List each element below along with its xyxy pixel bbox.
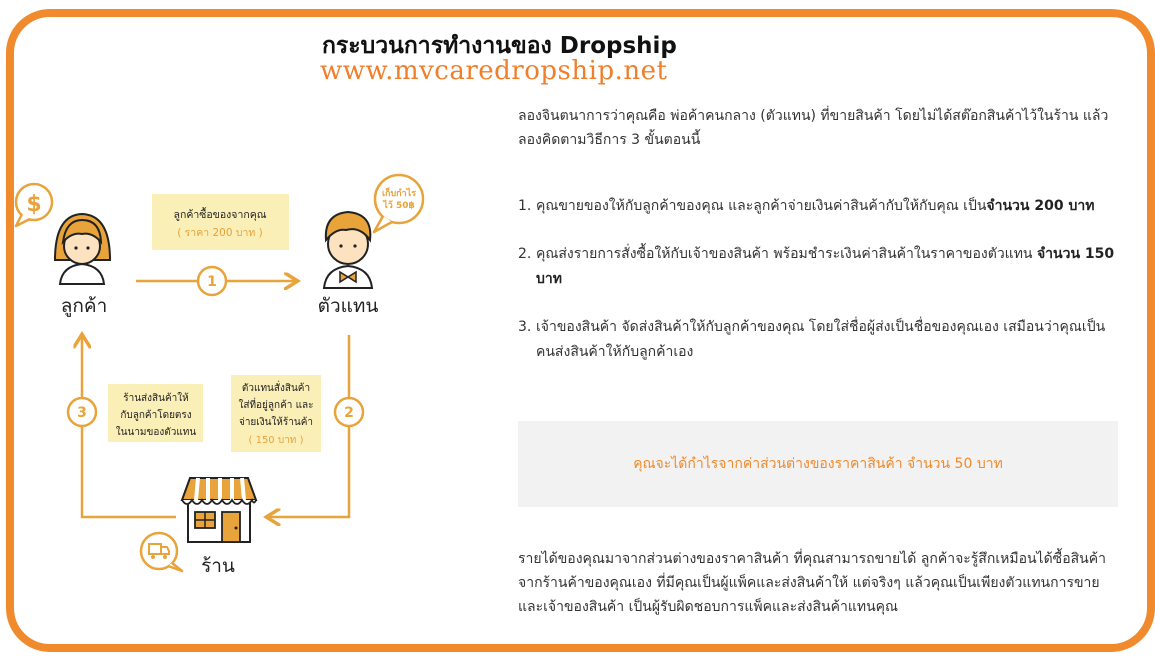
list-item: [518, 315, 1118, 365]
dropship-flow-diagram: [0, 0, 520, 665]
step2-line-4: ( 150 บาท ): [248, 435, 304, 446]
step2-number: 2: [344, 405, 354, 421]
step3-line-1: ร้านส่งสินค้าให้: [123, 393, 189, 404]
dollar-bubble-icon: [16, 184, 52, 226]
profit-bubble-icon: [374, 175, 423, 232]
step2-line-2: ใส่ที่อยู่ลูกค้า และ: [238, 400, 314, 411]
shop-label: ร้าน: [201, 555, 235, 577]
site-url: www.mvcaredropship.net: [320, 56, 668, 86]
step3-line-2: กับลูกค้าโดยตรง: [120, 410, 192, 421]
profit-callout: [518, 421, 1118, 507]
profit-note: คุณจะได้กำไรจากค่าส่วนต่างของราคาสินค้า จำนวน 50 บาท: [633, 456, 1003, 472]
step-amount: จำนวน 200 บาท: [986, 198, 1095, 214]
truck-bubble-icon: [141, 533, 182, 571]
step-text: เจ้าของสินค้า จัดส่งสินค้าให้กับลูกค้าของคุณ โดยใส่ชื่อผู้ส่งเป็นชื่อของคุณเอง เสมือนว่าคุณเป็นคนส่งสินค้าให้กับลูกค้าเอง: [536, 319, 1106, 360]
profit-bubble-line-1: เก็บกำไร: [381, 189, 417, 199]
steps-list: [518, 194, 1118, 388]
step1-note: [152, 194, 289, 250]
step1-number: 1: [207, 274, 217, 290]
shop-icon: [182, 478, 256, 542]
customer-icon: [55, 214, 110, 284]
agent-icon: [324, 212, 372, 288]
list-item: [518, 194, 1118, 219]
step-amount: จำนวน 150 บาท: [536, 246, 1115, 287]
step-text: คุณขายของให้กับลูกค้าของคุณ และลูกค้าจ่ายเงินค่าสินค้ากับให้กับคุณ เป็น: [536, 198, 987, 214]
step-text: คุณส่งรายการสั่งซื้อให้กับเจ้าของสินค้า พร้อมชำระเงินค่าสินค้าในราคาของตัวแทน: [536, 246, 1037, 262]
agent-label: ตัวแทน: [317, 295, 379, 317]
page-title: กระบวนการทำงานของ Dropship: [322, 33, 677, 59]
svg-text:$: $: [26, 192, 42, 217]
step1-line-1: ลูกค้าซื้อของจากคุณ: [173, 209, 267, 221]
profit-bubble-line-2: ไว้ 50฿: [383, 201, 415, 211]
customer-label: ลูกค้า: [60, 295, 108, 317]
step1-line-2: ( ราคา 200 บาท ): [177, 227, 263, 239]
intro-text: ลองจินตนาการว่าคุณคือ พ่อค้าคนกลาง (ตัวแทน) ที่ขายสินค้า โดยไม่ได้สต๊อกสินค้าไว้ในร้าน แล้วลองคิดตามวิธีการ 3 ขั้นตอนนี้: [518, 108, 1109, 148]
step2-line-1: ตัวแทนสั่งสินค้า: [241, 383, 311, 394]
step2-line-3: จ่ายเงินให้ร้านค้า: [238, 417, 314, 428]
step-number: 2.: [518, 246, 532, 262]
step3-number: 3: [77, 405, 87, 421]
list-item: [518, 242, 1118, 292]
summary-text: รายได้ของคุณมาจากส่วนต่างของราคาสินค้า ที่คุณสามารถขายได้ ลูกค้าจะรู้สึกเหมือนได้ซื้อสินค้าจากร้านค้าของคุณเอง ที่มีคุณเป็นผู้แพ็คและส่งสินค้าให้ แต่จริงๆ แล้วคุณเป็นเพียงตัวแทนการขาย และเจ้าของสินค้า เป็นผู้รับผิดชอบการแพ็คและส่งสินค้าแทนคุณ: [518, 551, 1106, 615]
step-number: 1.: [518, 198, 532, 214]
step-number: 3.: [518, 319, 532, 335]
step3-line-3: ในนามของตัวแทน: [115, 427, 197, 438]
